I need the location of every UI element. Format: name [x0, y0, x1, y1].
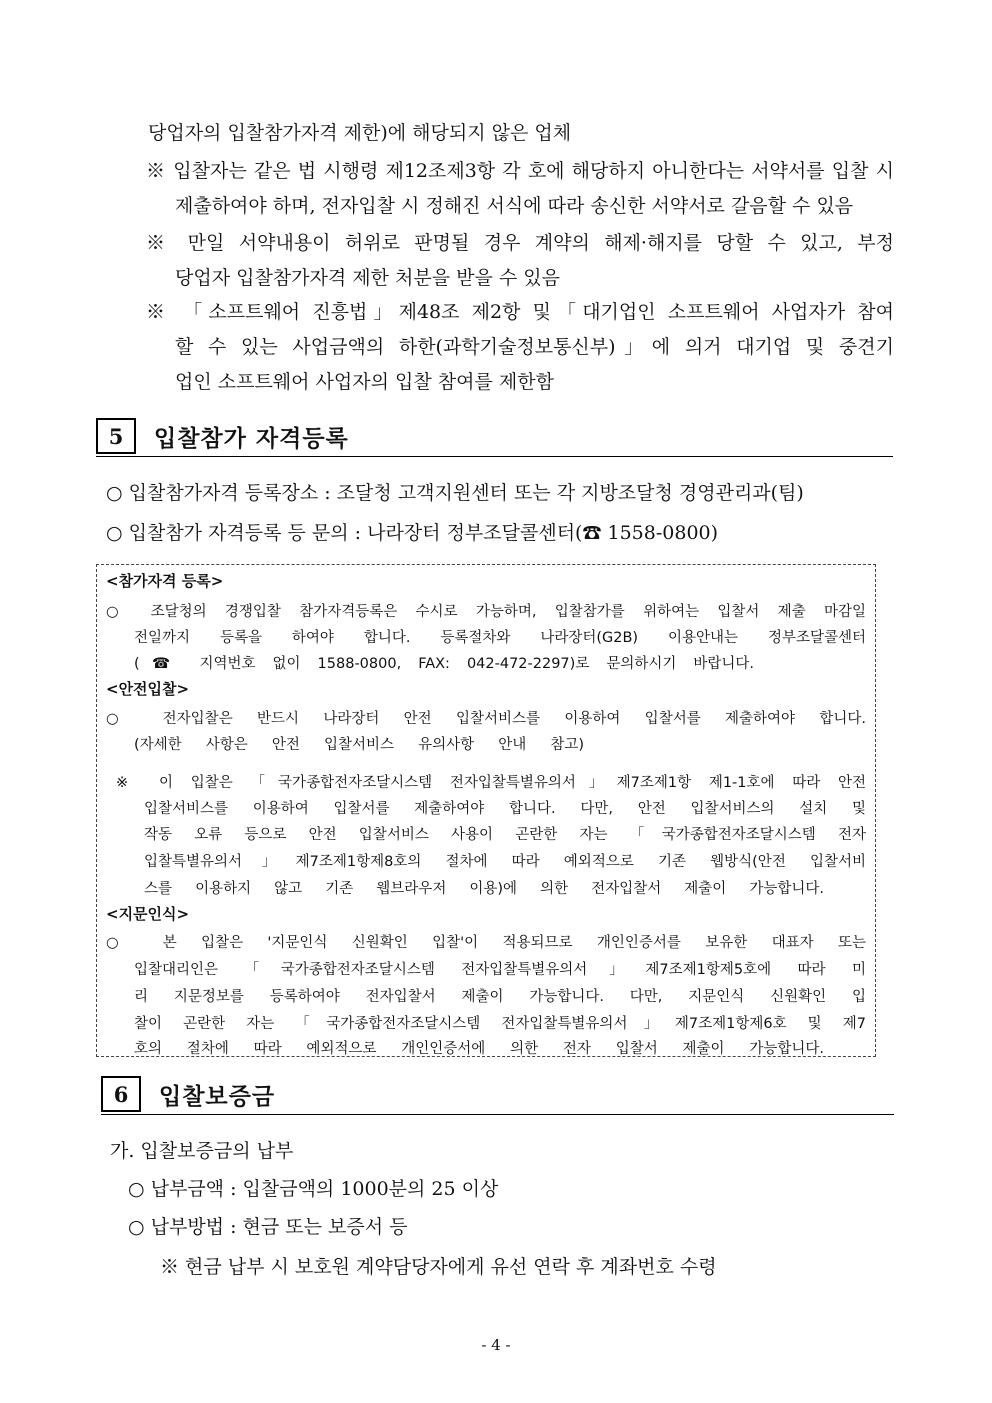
- box-heading-fingerprint: <지문인식>: [106, 905, 190, 923]
- box-text: ○ 본 입찰은 '지문인식 신원확인 입찰'이 적용되므로 개인인증서를 보유한 대표자 또는: [106, 935, 866, 951]
- registration-inquiry: ○ 입찰참가 자격등록 등 문의 : 나라장터 정부조달콜센터(☎ 1558-0800): [106, 522, 719, 544]
- box-heading-safe-bid: <안전입찰>: [106, 680, 190, 698]
- box-text: 호의 절차에 따라 예외적으로 개인인증서에 의한 전자 입찰서 제출이 가능합니다.: [134, 1041, 824, 1057]
- section-title: 입찰보증금: [159, 1083, 276, 1110]
- note-line: 제출하여야 하며, 전자입찰 시 정해진 서식에 따라 송신한 서약서로 갈음할 수 있음: [175, 195, 854, 217]
- section-number: 5: [96, 418, 136, 454]
- box-text: ○ 전자입찰은 반드시 나라장터 안전 입찰서비스를 이용하여 입찰서를 제출하여야 합니다.: [106, 711, 866, 727]
- continuation-line: 당업자의 입찰참가자격 제한)에 해당되지 않은 업체: [148, 122, 572, 144]
- section-5-header: [96, 418, 893, 457]
- box-text: 리 지문정보를 등록하여야 전자입찰서 제출이 가능합니다. 다만, 지문인식 신원확인 입: [134, 989, 866, 1005]
- box-text: (자세한 사항은 안전 입찰서비스 유의사항 안내 참고): [134, 737, 584, 753]
- box-text: 입찰서비스를 이용하여 입찰서를 제출하여야 합니다. 다만, 안전 입찰서비스의 설치 및: [144, 801, 866, 817]
- note-line: 업인 소프트웨어 사업자의 입찰 참여를 제한함: [175, 371, 554, 393]
- box-text: 입찰특별유의서」제7조제1항제8호의 절차에 따라 예외적으로 기존 웹방식(안전 입찰서비: [144, 854, 866, 870]
- section-6-header: [101, 1076, 894, 1115]
- note-line: ※ 「소프트웨어 진흥법」제48조 제2항 및「대기업인 소프트웨어 사업자가 참여: [146, 301, 894, 323]
- box-text: ※ 이 입찰은 「국가종합전자조달시스템 전자입찰특별유의서」제7조제1항 제1-1호에 따라 안전: [116, 775, 866, 791]
- box-text: ○ 조달청의 경쟁입찰 참가자격등록은 수시로 가능하며, 입찰참가를 위하여는 입찰서 제출 마감일: [106, 604, 866, 620]
- box-text: 전일까지 등록을 하여야 합니다. 등록절차와 나라장터(G2B) 이용안내는 정부조달콜센터: [134, 630, 866, 646]
- note-line: ※ 입찰자는 같은 법 시행령 제12조제3항 각 호에 해당하지 아니한다는 서약서를 입찰 시: [146, 160, 894, 182]
- box-text: 작동 오류 등으로 안전 입찰서비스 사용이 곤란한 자는 「국가종합전자조달시스템 전자: [144, 827, 866, 843]
- subsection-title: 가. 입찰보증금의 납부: [110, 1140, 294, 1162]
- page-number: - 4 -: [481, 1336, 511, 1354]
- box-text: 찰이 곤란한 자는 「국가종합전자조달시스템 전자입찰특별유의서」제7조제1항제6호 및 제7: [134, 1016, 866, 1032]
- payment-note: ※ 현금 납부 시 보호원 계약담당자에게 유선 연락 후 계좌번호 수령: [160, 1256, 717, 1278]
- payment-method: ○ 납부방법 : 현금 또는 보증서 등: [128, 1216, 408, 1238]
- section-title: 입찰참가 자격등록: [154, 425, 349, 452]
- note-line: 당업자 입찰참가자격 제한 처분을 받을 수 있음: [175, 267, 560, 289]
- box-text: 입찰대리인은 「국가종합전자조달시스템 전자입찰특별유의서」제7조제1항제5호에 따라 미: [134, 962, 866, 978]
- section-number: 6: [101, 1076, 141, 1112]
- payment-amount: ○ 납부금액 : 입찰금액의 1000분의 25 이상: [128, 1178, 499, 1200]
- note-line: ※ 만일 서약내용이 허위로 판명될 경우 계약의 해제·해지를 당할 수 있고, 부정: [146, 232, 894, 254]
- registration-location: ○ 입찰참가자격 등록장소 : 조달청 고객지원센터 또는 각 지방조달청 경영관리과(팀): [106, 482, 804, 504]
- note-line: 할 수 있는 사업금액의 하한(과학기술정보통신부)」에 의거 대기업 및 중견기: [175, 336, 894, 358]
- box-text: (☎ 지역번호 없이 1588-0800, FAX: 042-472-2297)로 문의하시기 바랍니다.: [134, 656, 754, 672]
- box-heading-registration: <참가자격 등록>: [106, 572, 224, 590]
- box-text: 스를 이용하지 않고 기존 웹브라우저 이용)에 의한 전자입찰서 제출이 가능합니다.: [144, 881, 824, 897]
